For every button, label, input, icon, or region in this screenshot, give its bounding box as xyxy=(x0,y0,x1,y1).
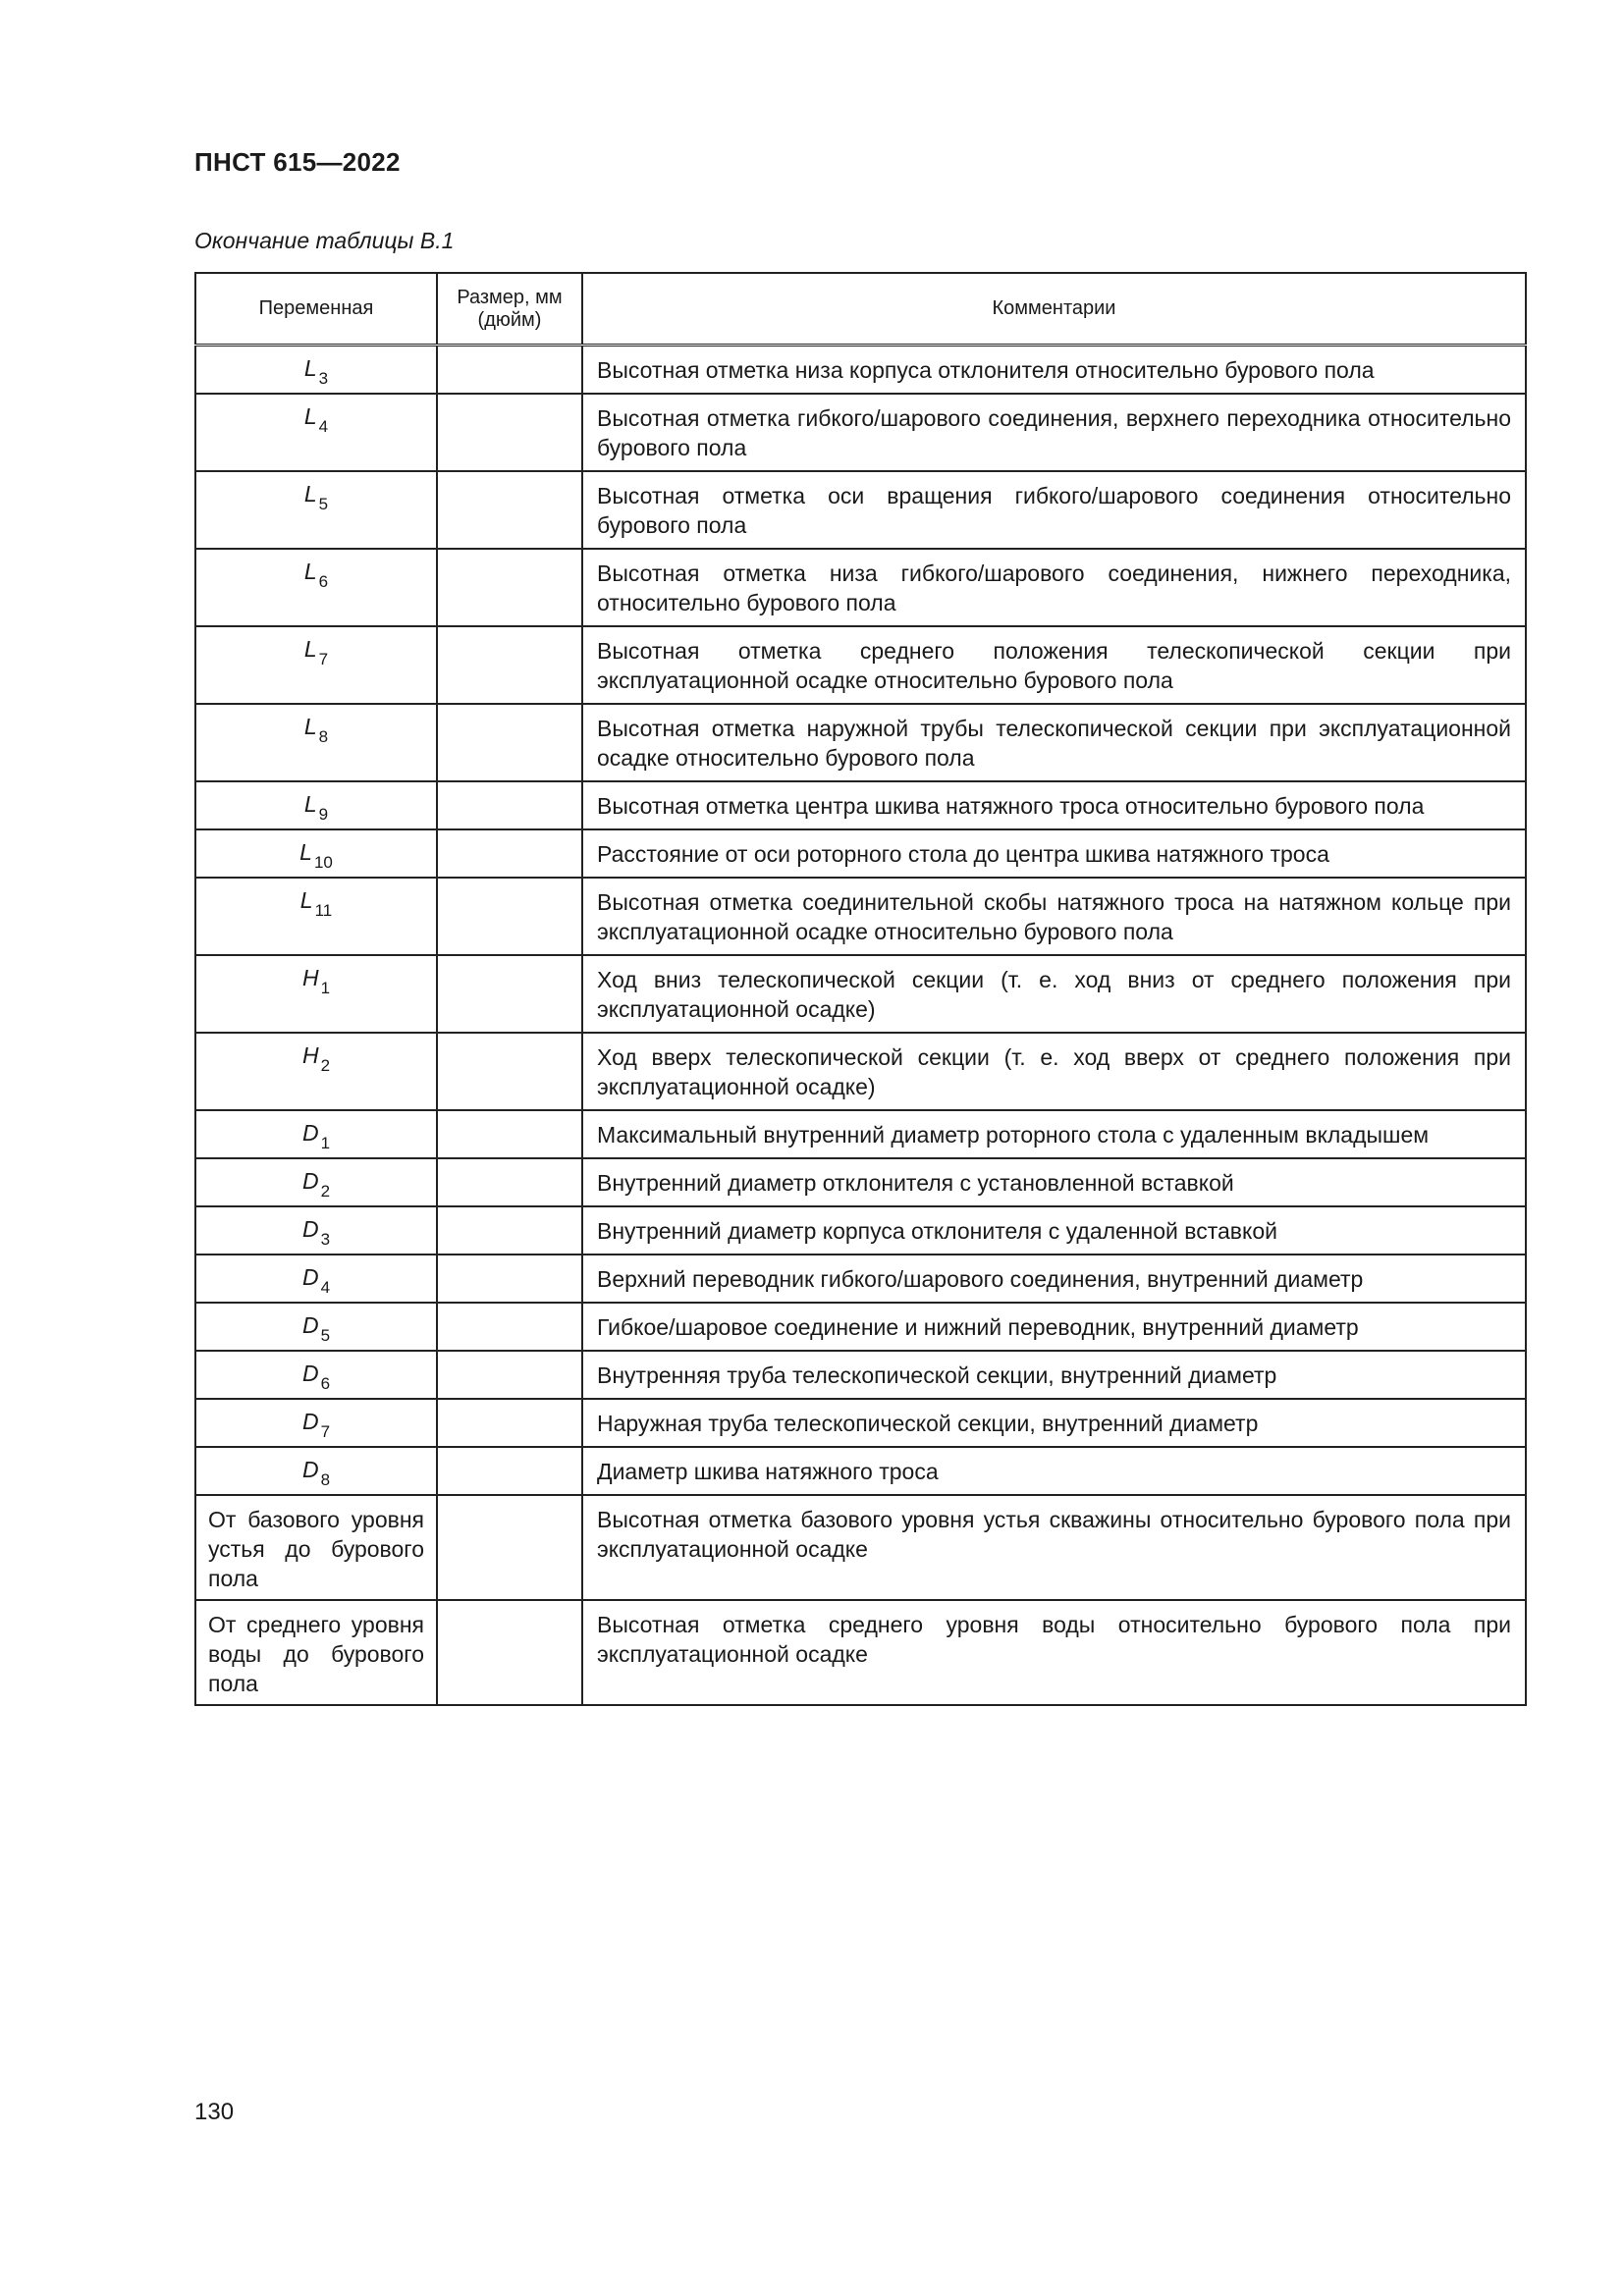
table-row xyxy=(195,829,1526,878)
variable-subscript: 2 xyxy=(320,1182,331,1201)
variable-symbol: L xyxy=(303,559,317,584)
comment-cell: Верхний переводник гибкого/шарового соединения, внутренний диаметр xyxy=(582,1255,1526,1303)
table-row xyxy=(195,1255,1526,1303)
variable-subscript: 6 xyxy=(320,1374,331,1393)
comment-cell: Внутренний диаметр отклонителя с установленной вставкой xyxy=(582,1158,1526,1206)
table-row xyxy=(195,704,1526,781)
page-number: 130 xyxy=(194,2099,235,2125)
variable-subscript: 3 xyxy=(320,1230,331,1249)
comment-cell: Диаметр шкива натяжного троса xyxy=(582,1447,1526,1495)
variable-symbol: D xyxy=(301,1312,319,1338)
variable-subscript: 11 xyxy=(314,901,333,920)
table-row xyxy=(195,878,1526,955)
table-row xyxy=(195,549,1526,626)
variable-symbol: H xyxy=(301,965,319,990)
variable-cell xyxy=(195,955,437,1033)
variable-symbol: L xyxy=(303,791,317,817)
comment-cell: Высотная отметка базового уровня устья скважины относительно бурового пола при эксплуатационной осадке xyxy=(582,1495,1526,1600)
variable-subscript: 4 xyxy=(318,417,329,436)
table-row xyxy=(195,1303,1526,1351)
size-cell xyxy=(437,1033,582,1110)
table-row xyxy=(195,471,1526,549)
table-row xyxy=(195,781,1526,829)
variable-symbol: H xyxy=(301,1042,319,1068)
comment-cell: Гибкое/шаровое соединение и нижний переводник, внутренний диаметр xyxy=(582,1303,1526,1351)
variable-symbol: D xyxy=(301,1216,319,1242)
table-row xyxy=(195,1351,1526,1399)
table-row xyxy=(195,626,1526,704)
variable-subscript: 7 xyxy=(318,650,329,668)
size-cell xyxy=(437,471,582,549)
variable-symbol: L xyxy=(303,636,317,662)
table-row xyxy=(195,1600,1526,1705)
size-cell xyxy=(437,626,582,704)
variable-symbol: D xyxy=(301,1457,319,1482)
table-row xyxy=(195,1158,1526,1206)
comment-cell: Высотная отметка оси вращения гибкого/шарового соединения относительно бурового пола xyxy=(582,471,1526,549)
column-header-size: Размер, мм (дюйм) xyxy=(437,273,582,346)
size-cell xyxy=(437,1447,582,1495)
column-header-comments: Комментарии xyxy=(582,273,1526,346)
variable-symbol: D xyxy=(301,1409,319,1434)
size-cell xyxy=(437,1303,582,1351)
variable-cell: От среднего уровня воды до бурового пола xyxy=(195,1600,437,1705)
size-cell xyxy=(437,1495,582,1600)
size-cell xyxy=(437,781,582,829)
comment-cell: Высотная отметка центра шкива натяжного троса относительно бурового пола xyxy=(582,781,1526,829)
comment-cell: Высотная отметка низа гибкого/шарового соединения, нижнего переходника, относительно бурового пола xyxy=(582,549,1526,626)
variable-cell xyxy=(195,626,437,704)
variable-cell xyxy=(195,878,437,955)
document-code: ПНСТ 615—2022 xyxy=(194,147,401,177)
variable-cell xyxy=(195,1303,437,1351)
table-row xyxy=(195,346,1526,395)
size-cell xyxy=(437,394,582,471)
variable-subscript: 3 xyxy=(318,369,329,388)
variable-cell xyxy=(195,1206,437,1255)
variable-cell xyxy=(195,1158,437,1206)
comment-cell: Высотная отметка среднего положения телескопической секции при эксплуатационной осадке относительно бурового пола xyxy=(582,626,1526,704)
variable-cell xyxy=(195,1447,437,1495)
variable-symbol: D xyxy=(301,1168,319,1194)
variable-cell xyxy=(195,1399,437,1447)
variable-symbol: L xyxy=(299,887,313,913)
size-cell xyxy=(437,878,582,955)
table-caption: Окончание таблицы В.1 xyxy=(194,228,455,253)
table-row xyxy=(195,1033,1526,1110)
variable-subscript: 9 xyxy=(318,805,329,824)
variable-cell xyxy=(195,471,437,549)
comment-cell: Расстояние от оси роторного стола до центра шкива натяжного троса xyxy=(582,829,1526,878)
variable-symbol: L xyxy=(303,355,317,381)
variable-cell xyxy=(195,1351,437,1399)
variable-cell xyxy=(195,829,437,878)
table-row xyxy=(195,1399,1526,1447)
variable-symbol: D xyxy=(301,1361,319,1386)
variable-cell xyxy=(195,394,437,471)
table-row xyxy=(195,1447,1526,1495)
comment-cell: Внутренняя труба телескопической секции, внутренний диаметр xyxy=(582,1351,1526,1399)
variable-symbol: D xyxy=(301,1264,319,1290)
variable-cell xyxy=(195,1255,437,1303)
variable-symbol: D xyxy=(301,1120,319,1146)
variable-cell xyxy=(195,704,437,781)
variable-subscript: 10 xyxy=(313,853,333,872)
size-cell xyxy=(437,1206,582,1255)
variable-subscript: 1 xyxy=(320,1134,331,1152)
table-row xyxy=(195,394,1526,471)
variable-cell xyxy=(195,1110,437,1158)
variable-subscript: 4 xyxy=(320,1278,331,1297)
variable-cell xyxy=(195,549,437,626)
variable-symbol: L xyxy=(303,481,317,507)
variable-subscript: 7 xyxy=(320,1422,331,1441)
table-row xyxy=(195,1495,1526,1600)
variable-subscript: 6 xyxy=(318,572,329,591)
variable-symbol: L xyxy=(303,714,317,739)
variable-subscript: 5 xyxy=(320,1326,331,1345)
variable-cell: От базового уровня устья до бурового пола xyxy=(195,1495,437,1600)
comment-cell: Внутренний диаметр корпуса отклонителя с удаленной вставкой xyxy=(582,1206,1526,1255)
comment-cell: Высотная отметка гибкого/шарового соединения, верхнего переходника относительно бурового пола xyxy=(582,394,1526,471)
size-cell xyxy=(437,829,582,878)
size-cell xyxy=(437,1110,582,1158)
size-cell xyxy=(437,955,582,1033)
size-cell xyxy=(437,1351,582,1399)
size-cell xyxy=(437,1600,582,1705)
variable-subscript: 5 xyxy=(318,495,329,513)
table-row xyxy=(195,1110,1526,1158)
size-cell xyxy=(437,1158,582,1206)
column-header-variable: Переменная xyxy=(195,273,437,346)
size-cell xyxy=(437,704,582,781)
variable-symbol: L xyxy=(299,839,312,865)
variable-symbol: L xyxy=(303,403,317,429)
variable-cell xyxy=(195,1033,437,1110)
table-row xyxy=(195,955,1526,1033)
variable-subscript: 2 xyxy=(320,1056,331,1075)
table-header-row xyxy=(195,273,1526,346)
variable-cell xyxy=(195,346,437,395)
comment-cell: Высотная отметка соединительной скобы натяжного троса на натяжном кольце при эксплуатационной осадке относительно бурового пола xyxy=(582,878,1526,955)
table-body xyxy=(195,346,1526,1706)
comment-cell: Ход вверх телескопической секции (т. е. ход вверх от среднего положения при эксплуатационной осадке) xyxy=(582,1033,1526,1110)
variable-subscript: 1 xyxy=(320,979,331,997)
size-cell xyxy=(437,1399,582,1447)
size-cell xyxy=(437,549,582,626)
comment-cell: Высотная отметка среднего уровня воды относительно бурового пола при эксплуатационной осадке xyxy=(582,1600,1526,1705)
comment-cell: Высотная отметка низа корпуса отклонителя относительно бурового пола xyxy=(582,346,1526,395)
variable-subscript: 8 xyxy=(318,727,329,746)
comment-cell: Максимальный внутренний диаметр роторного стола с удаленным вкладышем xyxy=(582,1110,1526,1158)
variable-cell xyxy=(195,781,437,829)
comment-cell: Ход вниз телескопической секции (т. е. ход вниз от среднего положения при эксплуатационной осадке) xyxy=(582,955,1526,1033)
comment-cell: Высотная отметка наружной трубы телескопической секции при эксплуатационной осадке относительно бурового пола xyxy=(582,704,1526,781)
comment-cell: Наружная труба телескопической секции, внутренний диаметр xyxy=(582,1399,1526,1447)
table-row xyxy=(195,1206,1526,1255)
size-cell xyxy=(437,346,582,395)
variables-table xyxy=(194,272,1527,1706)
variable-subscript: 8 xyxy=(320,1470,331,1489)
size-cell xyxy=(437,1255,582,1303)
